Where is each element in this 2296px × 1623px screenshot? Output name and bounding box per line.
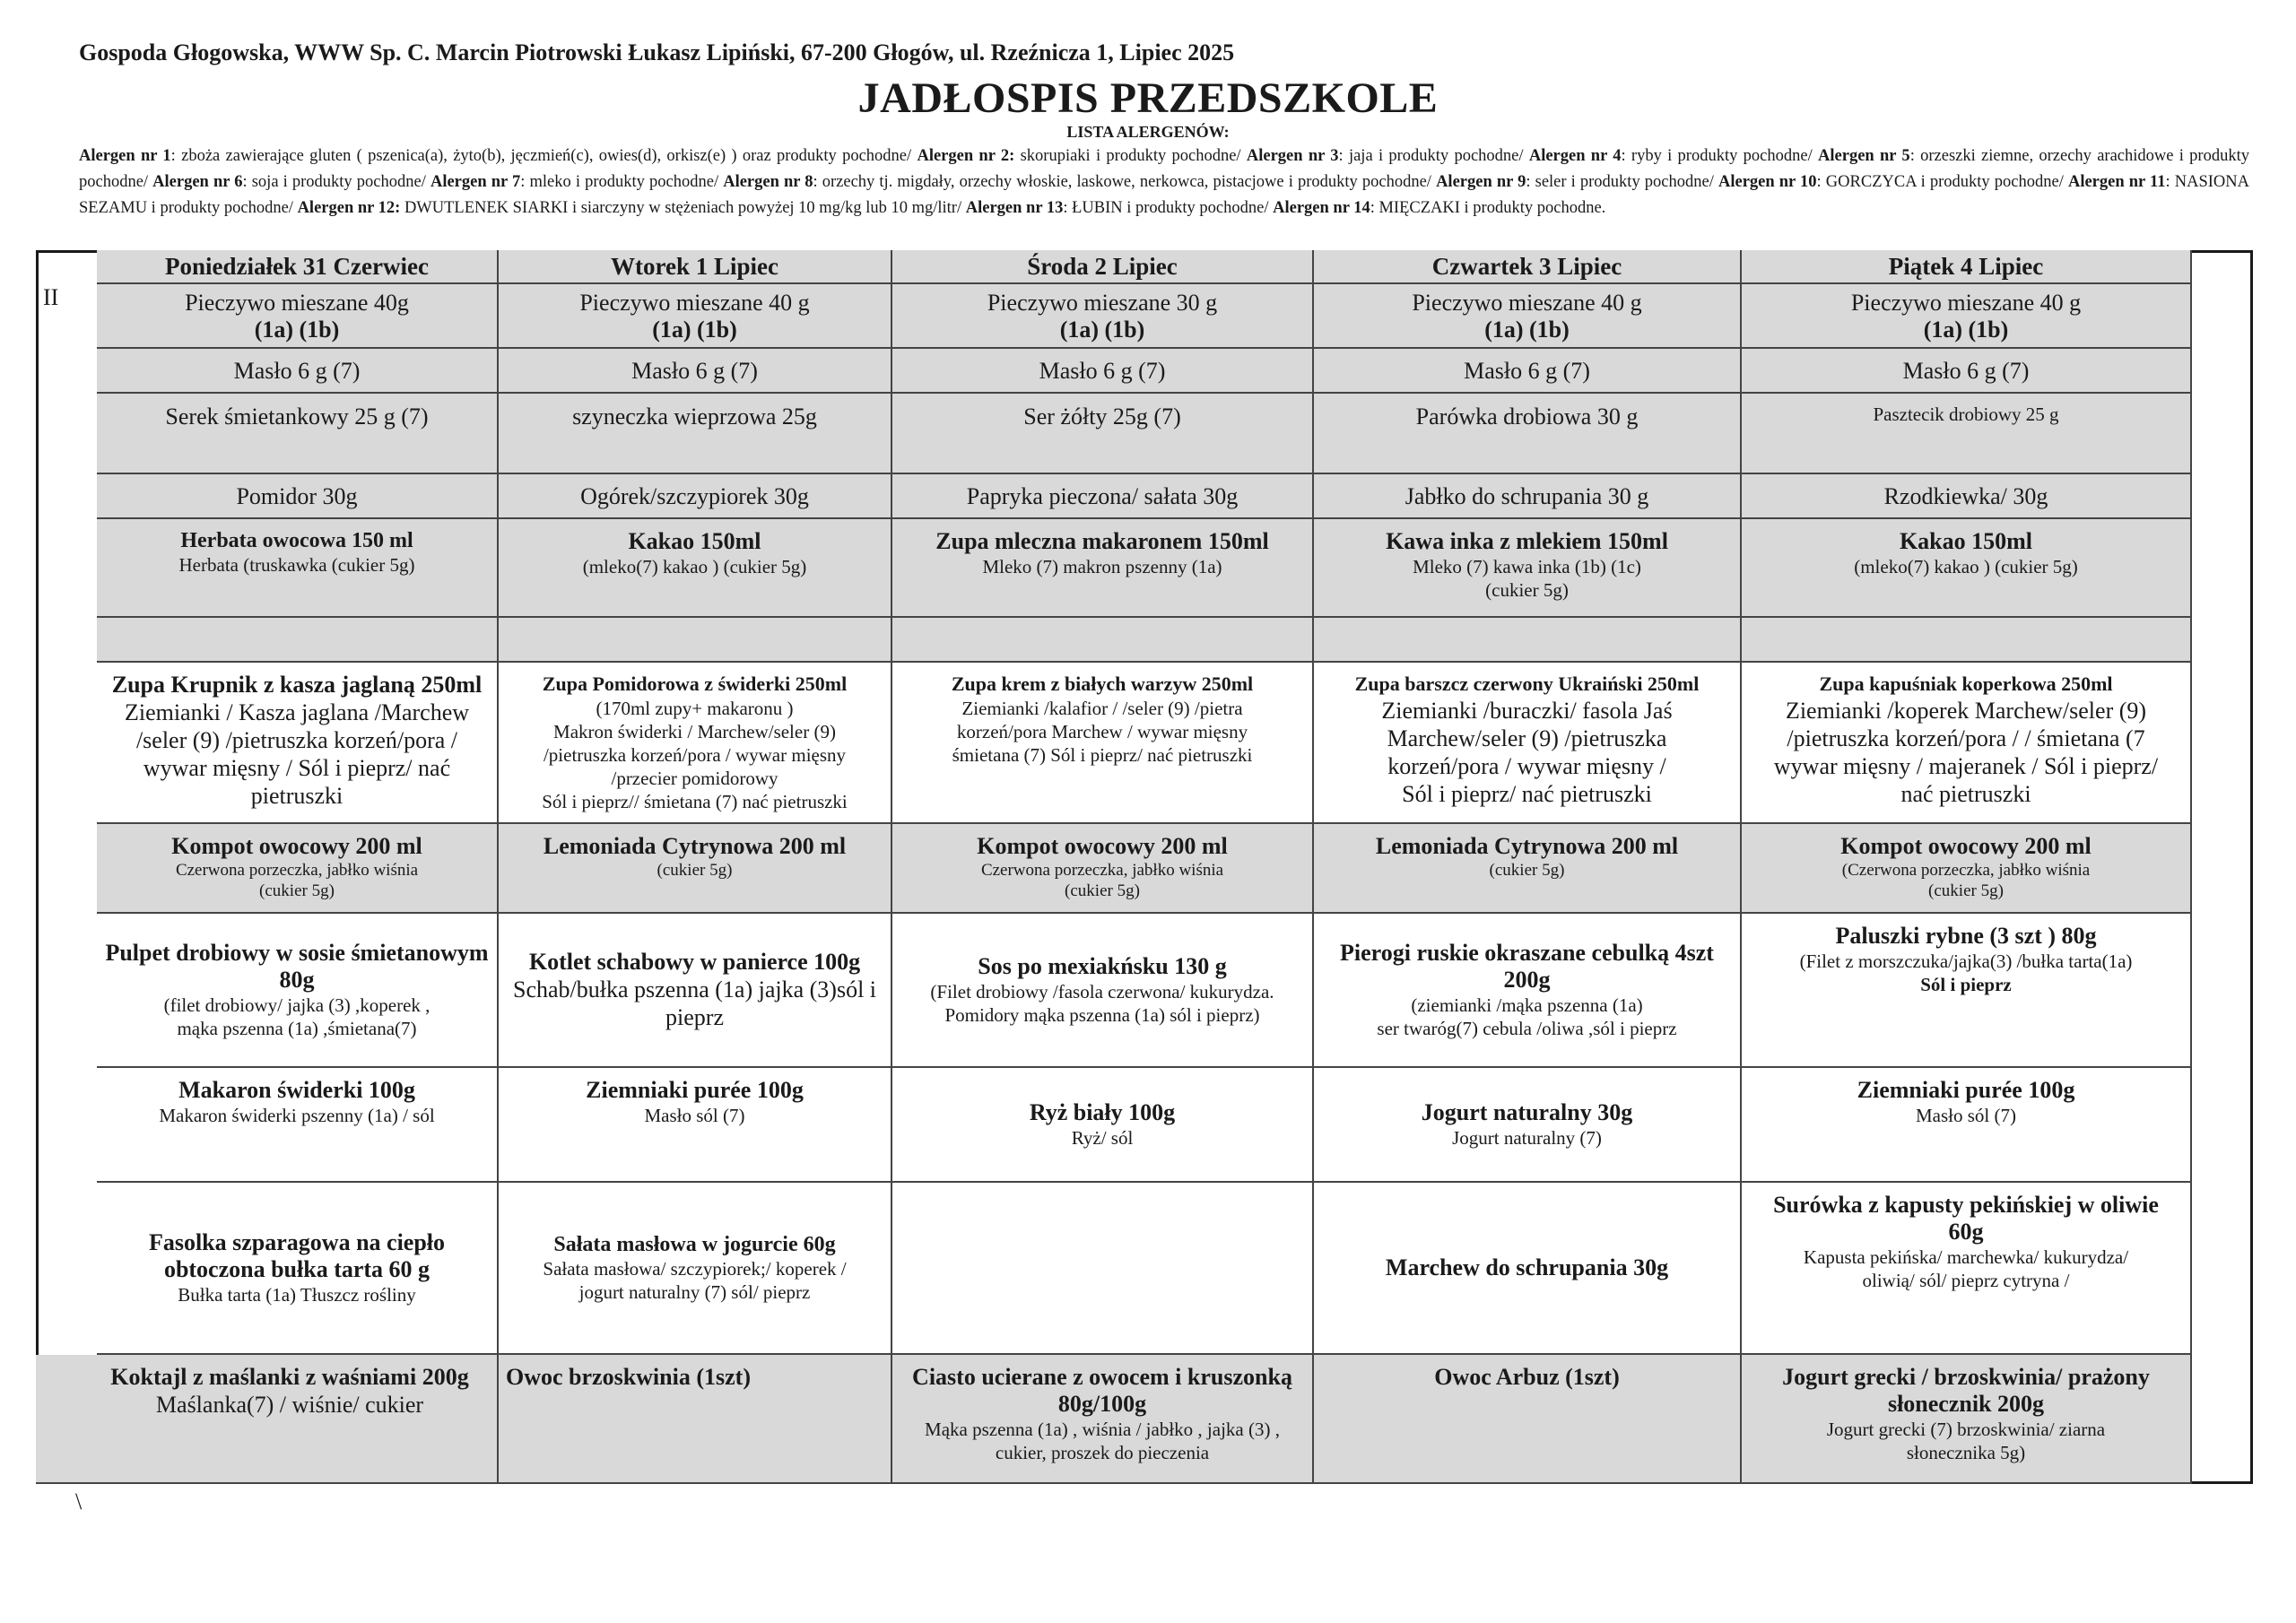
page-title: JADŁOSPIS PRZEDSZKOLE xyxy=(857,74,1439,122)
menu-cell-bread xyxy=(892,284,1314,349)
allergen-label: Alergen nr 6 xyxy=(152,173,243,191)
menu-cell-bread xyxy=(499,284,892,349)
day-header: Czwartek 3 Lipiec xyxy=(1431,252,1622,280)
menu-table xyxy=(36,250,2253,1484)
side-dish-desc: Jogurt naturalny (7) xyxy=(1452,1127,1602,1149)
salad-title: obtoczona bułka tarta 60 g xyxy=(163,1256,430,1282)
side-dish-title: Ryż biały 100g xyxy=(1029,1099,1176,1125)
menu-cell-soup xyxy=(1314,663,1742,824)
soup-title: Zupa kapuśniak koperkowa 250ml xyxy=(1819,673,2113,695)
day-header: Środa 2 Lipiec xyxy=(1027,252,1178,280)
breakfast-drink-desc: Herbata (truskawka (cukier 5g) xyxy=(178,554,415,576)
afternoon-snack-title: Ciasto ucierane z owocem i kruszonką 80g/100g xyxy=(912,1364,1292,1417)
main-dish-desc: (filet drobiowy/ jajka (3) ,koperek , xyxy=(163,994,430,1016)
menu-cell-name xyxy=(499,250,892,284)
compote-desc: (cukier 5g) xyxy=(657,861,733,880)
bread-item: Pieczywo mieszane 40g xyxy=(185,289,409,316)
menu-cell-snack xyxy=(1742,1355,2192,1484)
vegetable-item: Jabłko do schrupania 30 g xyxy=(1405,482,1649,509)
menu-cell-salad xyxy=(1742,1183,2192,1355)
soup-desc: Ziemianki /buraczki/ fasola Jaś xyxy=(1381,698,1673,724)
menu-cell-name xyxy=(1314,250,1742,284)
menu-cell-veg xyxy=(499,474,892,519)
compote-desc: (cukier 5g) xyxy=(1928,881,2004,900)
menu-cell-snack xyxy=(1314,1355,1742,1484)
allergen-label: Alergen nr 4 xyxy=(1528,147,1622,165)
soup-desc: Marchew/seler (9) /pietruszka xyxy=(1387,725,1667,751)
menu-cell-compote xyxy=(892,824,1314,914)
afternoon-snack-title: Jogurt grecki / brzoskwinia/ prażony słonecznik 200g xyxy=(1782,1364,2150,1417)
allergen-text: : zboża zawierające gluten ( pszenica(a), żyto(b), jęczmień(c), owies(d), orkisz(e) ) oraz produkty pochodne/ xyxy=(170,147,918,165)
compote-title: Lemoniada Cytrynowa 200 ml xyxy=(543,833,847,859)
compote-desc: (Czerwona porzeczka, jabłko wiśnia xyxy=(1841,861,2091,880)
main-dish-title: Sos po mexiakńsku 130 g xyxy=(978,953,1227,979)
soup-title: Zupa Pomidorowa z świderki 250ml xyxy=(542,673,848,695)
salad-title: Surówka z kapusty pekińskiej w oliwie xyxy=(1773,1192,2159,1218)
allergen-label: Alergen nr 5 xyxy=(1818,147,1910,165)
bread-allergens: (1a) (1b) xyxy=(652,316,737,343)
menu-cell-side xyxy=(1742,1068,2192,1183)
menu-cell-veg xyxy=(1742,474,2192,519)
allergen-text: : ŁUBIN i produkty pochodne/ xyxy=(1063,199,1274,217)
topping-item: Ser żółty 25g (7) xyxy=(1023,404,1181,430)
breakfast-drink-title: Kakao 150ml xyxy=(628,528,761,554)
soup-desc: Sól i pieprz// śmietana (7) nać pietruszki xyxy=(542,791,848,812)
menu-cell-snack xyxy=(36,1355,499,1484)
menu-cell-name xyxy=(892,250,1314,284)
main-dish-desc: Schab/bułka pszenna (1a) jajka (3)sól i xyxy=(512,976,877,1002)
topping-item: szyneczka wieprzowa 25g xyxy=(572,404,817,430)
bread-allergens: (1a) (1b) xyxy=(1923,316,2009,343)
afternoon-snack-desc: Maślanka(7) / wiśnie/ cukier xyxy=(155,1392,424,1418)
main-dish-desc: ser twaróg(7) cebula /oliwa ,sól i pieprz xyxy=(1377,1018,1677,1039)
menu-cell-topping xyxy=(1742,394,2192,474)
vegetable-item: Pomidor 30g xyxy=(236,482,358,509)
menu-cell-main xyxy=(892,914,1314,1068)
menu-cell-soup xyxy=(97,663,499,824)
soup-desc: wywar mięsny / Sól i pieprz/ nać xyxy=(143,755,451,781)
menu-cell-drink xyxy=(892,519,1314,618)
breakfast-drink-title: Herbata owocowa 150 ml xyxy=(180,529,413,552)
compote-title: Lemoniada Cytrynowa 200 ml xyxy=(1375,833,1679,859)
side-dish-title: Makaron świderki 100g xyxy=(178,1077,415,1103)
soup-desc: Ziemianki / Kasza jaglana /Marchew xyxy=(124,699,470,725)
breakfast-drink-desc: Mleko (7) makron pszenny (1a) xyxy=(982,556,1222,577)
soup-desc: pietruszki xyxy=(250,783,344,809)
allergen-label: Alergen nr 9 xyxy=(1436,173,1526,191)
bread-allergens: (1a) (1b) xyxy=(1059,316,1145,343)
menu-cell-salad xyxy=(97,1183,499,1355)
allergen-list xyxy=(79,143,2249,221)
butter-item: Masło 6 g (7) xyxy=(1464,357,1590,384)
menu-cell-compote xyxy=(1314,824,1742,914)
bread-allergens: (1a) (1b) xyxy=(1484,316,1570,343)
main-dish-title: Paluszki rybne (3 szt ) 80g xyxy=(1835,923,2097,949)
menu-cell-snack xyxy=(499,1355,892,1484)
soup-desc: korzeń/pora Marchew / wywar mięsny xyxy=(956,721,1248,742)
menu-cell-drink xyxy=(499,519,892,618)
menu-cell-sep xyxy=(1742,618,2192,663)
side-dish-title: Ziemniaki purée 100g xyxy=(586,1077,804,1103)
afternoon-snack-desc: Mąka pszenna (1a) , wiśnia / jabłko , jajka (3) , xyxy=(925,1419,1280,1440)
afternoon-snack-desc: Jogurt grecki (7) brzoskwinia/ ziarna xyxy=(1826,1419,2106,1440)
main-dish-desc: Pomidory mąka pszenna (1a) sól i pieprz) xyxy=(944,1004,1260,1026)
menu-cell-soup xyxy=(499,663,892,824)
main-dish-desc: Sól i pieprz xyxy=(1920,974,2012,995)
menu-cell-drink xyxy=(1742,519,2192,618)
bread-item: Pieczywo mieszane 40 g xyxy=(579,289,810,316)
soup-desc: Sól i pieprz/ nać pietruszki xyxy=(1402,781,1652,807)
compote-desc: Czerwona porzeczka, jabłko wiśnia xyxy=(175,861,419,880)
side-dish-desc: Ryż/ sól xyxy=(1071,1127,1134,1149)
allergen-text: : mleko i produkty pochodne/ xyxy=(520,173,724,191)
menu-cell-veg xyxy=(1314,474,1742,519)
compote-desc: (cukier 5g) xyxy=(1065,881,1140,900)
menu-cell-bread xyxy=(1314,284,1742,349)
compote-title: Kompot owocowy 200 ml xyxy=(171,833,422,859)
breakfast-drink-title: Zupa mleczna makaronem 150ml xyxy=(935,528,1269,554)
main-dish-desc: pieprz xyxy=(665,1004,724,1030)
salad-title: Fasolka szparagowa na ciepło xyxy=(148,1229,446,1255)
salad-title: Sałata masłowa w jogurcie 60g xyxy=(553,1233,836,1256)
allergen-list-heading: LISTA ALERGENÓW: xyxy=(1066,123,1230,141)
main-dish-desc: (Filet drobiowy /fasola czerwona/ kukurydza. xyxy=(930,981,1274,1002)
main-dish-desc: (Filet z morszczuka/jajka(3) /bułka tarta(1a) xyxy=(1799,950,2133,972)
breakfast-drink-title: Kawa inka z mlekiem 150ml xyxy=(1386,528,1668,554)
soup-desc: /pietruszka korzeń/pora / / śmietana (7 xyxy=(1787,725,2145,751)
allergen-label: Alergen nr 13 xyxy=(965,199,1064,217)
allergen-text: : orzeszki ziemne, orzechy arachidowe i produkty pochodne/ xyxy=(79,147,2249,191)
menu-cell-side xyxy=(97,1068,499,1183)
butter-item: Masło 6 g (7) xyxy=(1039,357,1166,384)
bread-allergens: (1a) (1b) xyxy=(254,316,340,343)
soup-desc: (170ml zupy+ makaronu ) xyxy=(596,698,794,719)
vegetable-item: Rzodkiewka/ 30g xyxy=(1883,482,2048,509)
main-dish-desc: (ziemianki /mąka pszenna (1a) xyxy=(1411,994,1643,1016)
bread-item: Pieczywo mieszane 30 g xyxy=(987,289,1218,316)
soup-desc: wywar mięsny / majeranek / Sól i pieprz/ xyxy=(1773,753,2159,779)
salad-desc: Kapusta pekińska/ marchewka/ kukurydza/ xyxy=(1803,1246,2129,1268)
afternoon-snack-title: Koktajl z maślanki z waśniami 200g xyxy=(110,1364,469,1390)
breakfast-drink-title: Kakao 150ml xyxy=(1899,528,2033,554)
salad-title: 60g xyxy=(1948,1219,1984,1245)
soup-desc: korzeń/pora / wywar mięsny / xyxy=(1387,753,1666,779)
menu-cell-salad xyxy=(1314,1183,1742,1355)
butter-item: Masło 6 g (7) xyxy=(233,357,361,384)
menu-cell-compote xyxy=(97,824,499,914)
main-dish-title: 80g xyxy=(279,967,315,993)
soup-title: Zupa barszcz czerwony Ukraiński 250ml xyxy=(1354,673,1700,695)
menu-cell-compote xyxy=(499,824,892,914)
bread-item: Pieczywo mieszane 40 g xyxy=(1850,289,2082,316)
main-dish-title: Kotlet schabowy w panierce 100g xyxy=(528,949,861,975)
allergen-label: Alergen nr 12: xyxy=(297,199,401,217)
menu-cell-side xyxy=(892,1068,1314,1183)
soup-desc: śmietana (7) Sól i pieprz/ nać pietruszki xyxy=(952,744,1253,766)
butter-item: Masło 6 g (7) xyxy=(1902,357,2030,384)
compote-desc: (cukier 5g) xyxy=(259,881,335,900)
vegetable-item: Papryka pieczona/ sałata 30g xyxy=(966,482,1239,509)
menu-cell-topping xyxy=(97,394,499,474)
menu-cell-sep xyxy=(499,618,892,663)
afternoon-snack-title: Owoc Arbuz (1szt) xyxy=(1434,1364,1620,1390)
allergen-text: : soja i produkty pochodne/ xyxy=(242,173,430,191)
salad-desc: Sałata masłowa/ szczypiorek;/ koperek / xyxy=(543,1258,847,1280)
menu-cell-bread xyxy=(1742,284,2192,349)
menu-cell-side xyxy=(1314,1068,1742,1183)
main-dish-title: 200g xyxy=(1503,967,1551,993)
allergen-label: Alergen nr 3 xyxy=(1246,147,1339,165)
topping-item: Parówka drobiowa 30 g xyxy=(1415,404,1639,430)
allergen-text: : GORCZYCA i produkty pochodne/ xyxy=(1816,173,2068,191)
day-header: Poniedziałek 31 Czerwiec xyxy=(165,252,429,280)
side-dish-title: Jogurt naturalny 30g xyxy=(1421,1099,1633,1125)
breakfast-drink-desc: Mleko (7) kawa inka (1b) (1c) xyxy=(1413,556,1641,577)
salad-desc: Bułka tarta (1a) Tłuszcz rośliny xyxy=(178,1284,416,1306)
butter-item: Masło 6 g (7) xyxy=(631,357,758,384)
side-dish-desc: Masło sól (7) xyxy=(644,1105,745,1126)
soup-title: Zupa Krupnik z kasza jaglaną 250ml xyxy=(111,672,483,698)
salad-title: Marchew do schrupania 30g xyxy=(1385,1254,1669,1280)
menu-cell-main xyxy=(97,914,499,1068)
side-dish-desc: Makaron świderki pszenny (1a) / sól xyxy=(159,1105,435,1126)
menu-cell-sep xyxy=(892,618,1314,663)
menu-cell-soup xyxy=(1742,663,2192,824)
menu-cell-main xyxy=(499,914,892,1068)
allergen-text: : NASIONA SEZAMU i produkty pochodne/ xyxy=(79,173,2250,217)
menu-cell-compote xyxy=(1742,824,2192,914)
allergen-text: DWUTLENEK SIARKI i siarczyny w stężeniach powyżej 10 mg/kg lub 10 mg/litr/ xyxy=(400,199,966,217)
compote-title: Kompot owocowy 200 ml xyxy=(1840,833,2092,859)
menu-cell-veg xyxy=(892,474,1314,519)
menu-cell-bread xyxy=(97,284,499,349)
allergen-text: : jaja i produkty pochodne/ xyxy=(1338,147,1529,165)
menu-cell-salad xyxy=(892,1183,1314,1355)
menu-cell-sep xyxy=(1314,618,1742,663)
menu-cell-salad xyxy=(499,1183,892,1355)
allergen-label: Alergen nr 8 xyxy=(723,173,813,191)
allergen-label: Alergen nr 2: xyxy=(917,147,1015,165)
menu-cell-name xyxy=(97,250,499,284)
menu-cell-butter xyxy=(1742,349,2192,394)
day-header: Piątek 4 Lipiec xyxy=(1888,252,2044,280)
soup-desc: Ziemianki /koperek Marchew/seler (9) xyxy=(1785,698,2147,724)
compote-desc: Czerwona porzeczka, jabłko wiśnia xyxy=(980,861,1224,880)
menu-cell-sep xyxy=(97,618,499,663)
menu-cell-butter xyxy=(892,349,1314,394)
menu-cell-veg xyxy=(97,474,499,519)
soup-title: Zupa krem z białych warzyw 250ml xyxy=(951,673,1254,695)
allergen-label: Alergen nr 14 xyxy=(1273,199,1370,217)
allergen-text: : orzechy tj. migdały, orzechy włoskie, laskowe, nerkowca, pistacjowe i produkty pochodne/ xyxy=(813,173,1437,191)
soup-desc: /przecier pomidorowy xyxy=(611,768,778,789)
menu-cell-topping xyxy=(892,394,1314,474)
allergen-text: : ryby i produkty pochodne/ xyxy=(1621,147,1819,165)
soup-desc: nać pietruszki xyxy=(1900,781,2031,807)
breakfast-drink-desc: (mleko(7) kakao ) (cukier 5g) xyxy=(1854,556,2078,577)
breakfast-drink-desc: (mleko(7) kakao ) (cukier 5g) xyxy=(582,556,807,577)
menu-cell-topping xyxy=(499,394,892,474)
salad-desc: jogurt naturalny (7) sól/ pieprz xyxy=(578,1281,811,1303)
vegetable-item: Ogórek/szczypiorek 30g xyxy=(580,482,809,509)
afternoon-snack-title: Owoc brzoskwinia (1szt) xyxy=(506,1364,751,1390)
main-dish-title: Pierogi ruskie okraszane cebulką 4szt xyxy=(1340,940,1714,966)
menu-cell-topping xyxy=(1314,394,1742,474)
menu-cell-main xyxy=(1742,914,2192,1068)
menu-cell-soup xyxy=(892,663,1314,824)
row-label: II xyxy=(43,284,59,310)
day-header: Wtorek 1 Lipiec xyxy=(611,252,778,280)
compote-title: Kompot owocowy 200 ml xyxy=(977,833,1228,859)
bread-item: Pieczywo mieszane 40 g xyxy=(1412,289,1642,316)
side-dish-desc: Masło sól (7) xyxy=(1916,1105,2016,1126)
breakfast-drink-desc: (cukier 5g) xyxy=(1485,579,1569,601)
allergen-label: Alergen nr 1 xyxy=(79,147,171,165)
allergen-label: Alergen nr 10 xyxy=(1718,173,1817,191)
main-dish-title: Pulpet drobiowy w sosie śmietanowym xyxy=(105,940,489,966)
menu-cell-snack xyxy=(892,1355,1314,1484)
soup-desc: Ziemianki /kalafior / /seler (9) /pietra xyxy=(961,698,1243,719)
afternoon-snack-desc: słonecznika 5g) xyxy=(1906,1442,2026,1463)
compote-desc: (cukier 5g) xyxy=(1489,861,1565,880)
menu-cell-main xyxy=(1314,914,1742,1068)
allergen-label: Alergen nr 7 xyxy=(430,173,521,191)
allergen-label: Alergen nr 11 xyxy=(2067,173,2166,191)
menu-cell-name xyxy=(1742,250,2192,284)
soup-desc: Makron świderki / Marchew/seler (9) xyxy=(553,721,836,742)
footer-mark: \ xyxy=(75,1488,83,1515)
side-dish-title: Ziemniaki purée 100g xyxy=(1857,1077,2075,1103)
menu-cell-butter xyxy=(97,349,499,394)
menu-cell-butter xyxy=(499,349,892,394)
soup-desc: /seler (9) /pietruszka korzeń/pora / xyxy=(135,727,458,753)
main-dish-desc: mąka pszenna (1a) ,śmietana(7) xyxy=(177,1018,417,1039)
topping-item: Pasztecik drobiowy 25 g xyxy=(1873,404,2059,425)
allergen-text: : seler i produkty pochodne/ xyxy=(1526,173,1718,191)
company-header: Gospoda Głogowska, WWW Sp. C. Marcin Piotrowski Łukasz Lipiński, 67-200 Głogów, ul. Rzeźnicza 1, Lipiec 2025 xyxy=(79,39,1235,65)
menu-cell-drink xyxy=(1314,519,1742,618)
menu-cell-side xyxy=(499,1068,892,1183)
afternoon-snack-desc: cukier, proszek do pieczenia xyxy=(995,1442,1210,1463)
soup-desc: /pietruszka korzeń/pora / wywar mięsny xyxy=(543,744,847,766)
topping-item: Serek śmietankowy 25 g (7) xyxy=(165,404,429,430)
salad-desc: oliwią/ sól/ pieprz cytryna / xyxy=(1862,1270,2070,1291)
menu-cell-butter xyxy=(1314,349,1742,394)
menu-cell-drink xyxy=(97,519,499,618)
allergen-text: : MIĘCZAKI i produkty pochodne. xyxy=(1370,199,1606,217)
allergen-text: skorupiaki i produkty pochodne/ xyxy=(1014,147,1247,165)
